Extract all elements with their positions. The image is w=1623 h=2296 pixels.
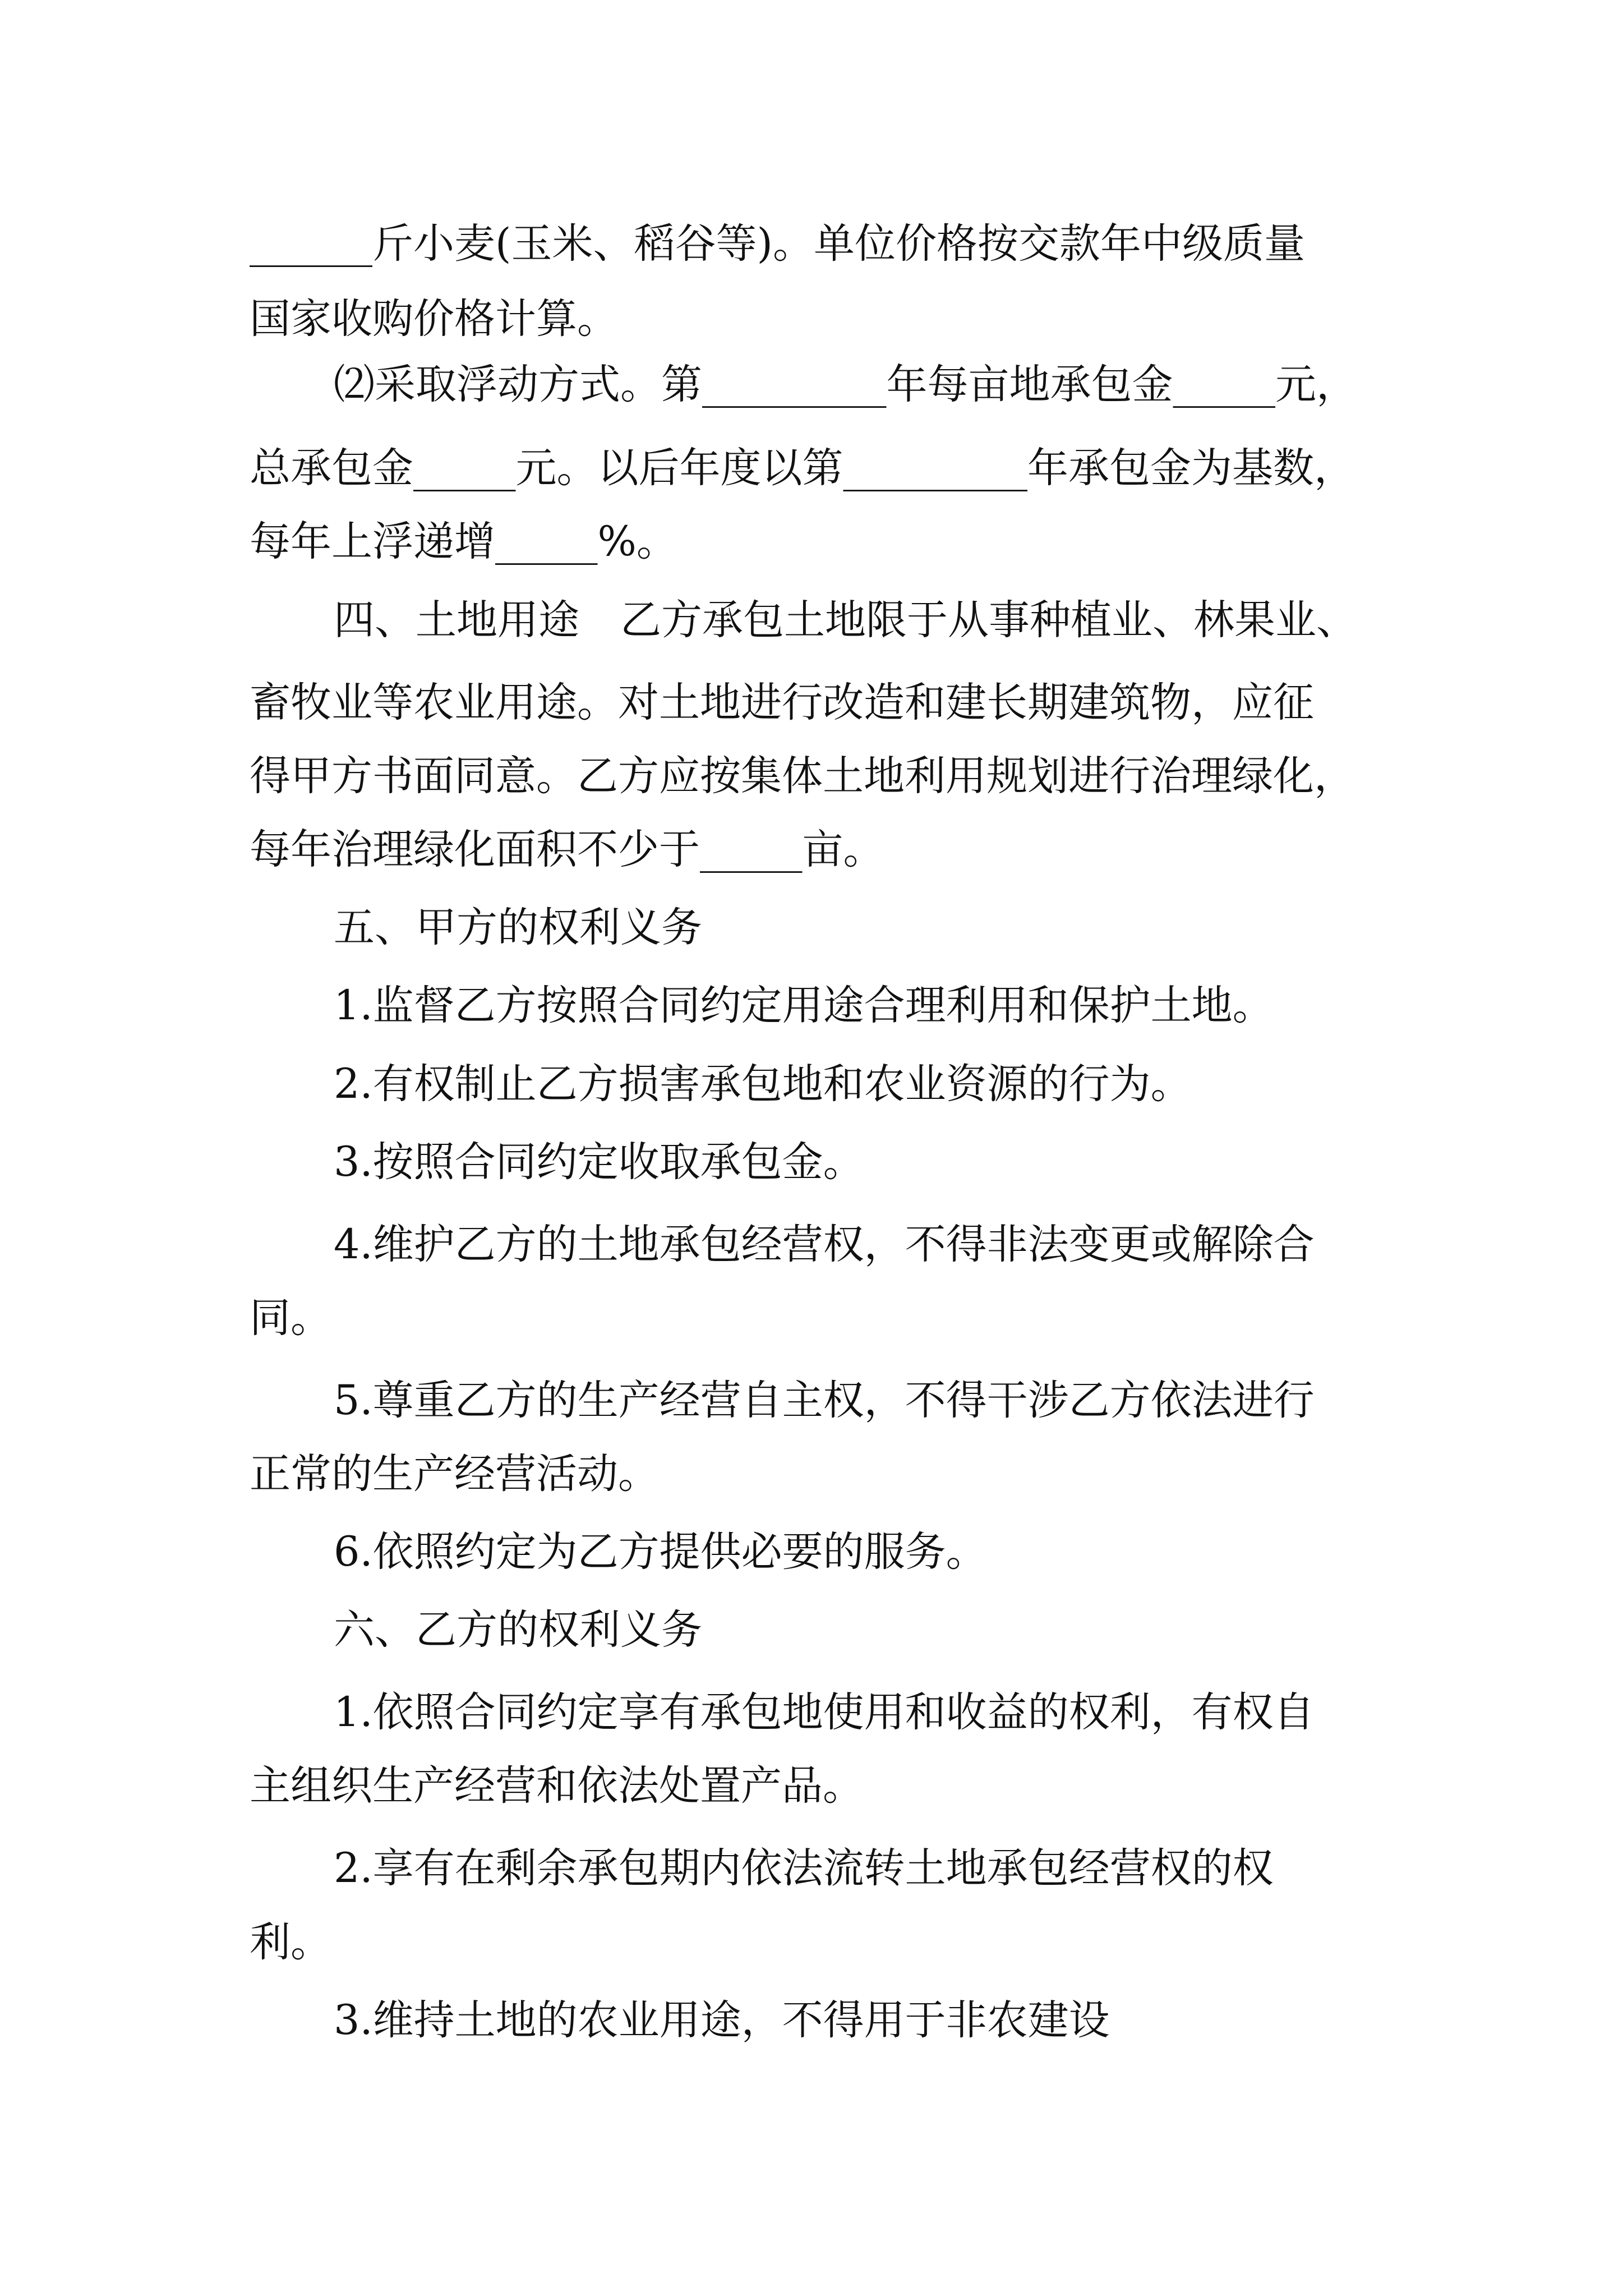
- text-line: 1.监督乙方按照合同约定用途合理利用和保护土地。: [334, 982, 1274, 1029]
- text-line: 每年上浮递增_____%。: [250, 518, 677, 565]
- text-line: 2.享有在剩余承包期内依法流转土地承包经营权的权: [334, 1844, 1274, 1892]
- text-line: ______斤小麦(玉米、稻谷等)。单位价格按交款年中级质量: [250, 220, 1305, 268]
- text-line: 1.依照合同约定享有承包地使用和收益的权利，有权自: [334, 1688, 1315, 1736]
- text-line: 6.依照约定为乙方提供必要的服务。: [334, 1528, 987, 1576]
- text-line: 5.尊重乙方的生产经营自主权，不得干涉乙方依法进行: [334, 1377, 1315, 1424]
- text-line: 每年治理绿化面积不少于_____亩。: [250, 826, 884, 873]
- text-line: 得甲方书面同意。乙方应按集体土地利用规划进行治理绿化，: [250, 752, 1355, 800]
- text-line: 畜牧业等农业用途。对土地进行改造和建长期建筑物，应征: [250, 679, 1314, 726]
- text-line: 4.维护乙方的土地承包经营权，不得非法变更或解除合: [334, 1221, 1315, 1268]
- text-line: 主组织生产经营和依法处置产品。: [250, 1762, 864, 1810]
- text-line: 利。: [250, 1918, 331, 1966]
- section-heading: 六、乙方的权利义务: [334, 1606, 702, 1654]
- text-line: 3.按照合同约定收取承包金。: [334, 1138, 864, 1186]
- text-line: 总承包金_____元。以后年度以第_________年承包金为基数，: [250, 444, 1355, 492]
- text-line: 正常的生产经营活动。: [250, 1450, 659, 1498]
- text-line: ⑵采取浮动方式。第_________年每亩地承包金_____元，: [334, 361, 1357, 408]
- text-line: 3.维持土地的农业用途，不得用于非农建设: [334, 1996, 1110, 2044]
- text-line: 国家收购价格计算。: [250, 295, 618, 343]
- section-heading: 五、甲方的权利义务: [334, 904, 702, 951]
- text-line: 四、土地用途 乙方承包土地限于从事种植业、林果业、: [334, 596, 1357, 644]
- text-line: 2.有权制止乙方损害承包地和农业资源的行为。: [334, 1060, 1192, 1108]
- text-line: 同。: [250, 1294, 331, 1342]
